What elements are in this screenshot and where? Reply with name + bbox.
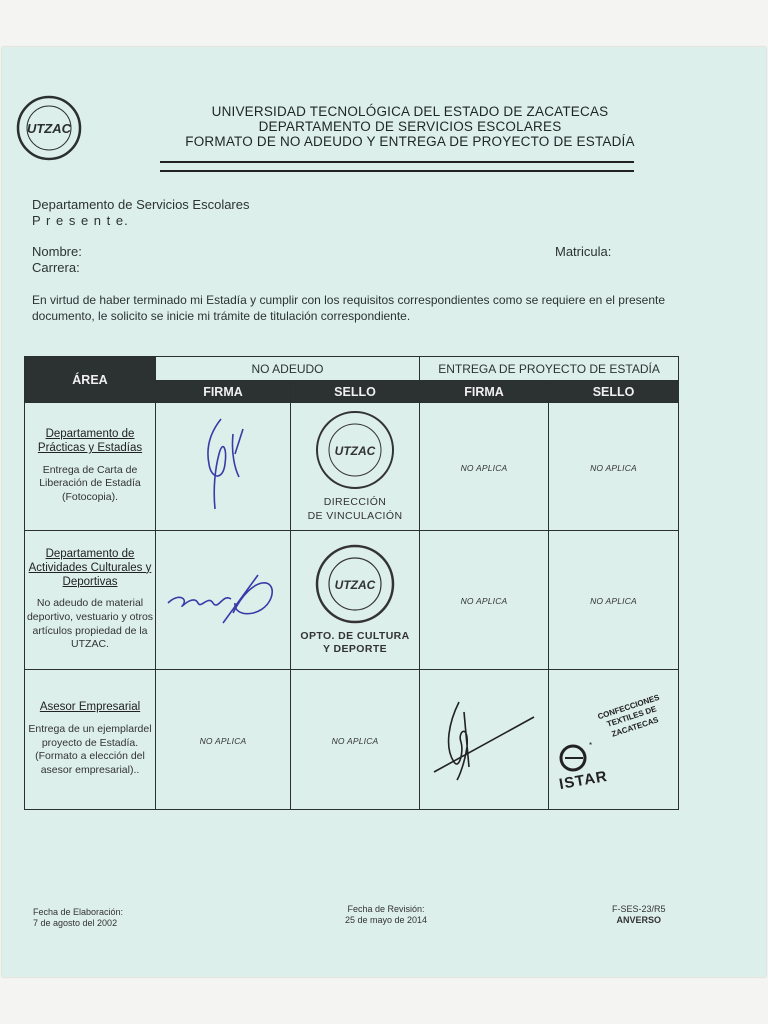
header-line-2: DEPARTAMENTO DE SERVICIOS ESCOLARES — [258, 119, 562, 134]
not-applicable-text: NO APLICA — [199, 735, 247, 746]
not-applicable-text: NO APLICA — [460, 596, 508, 606]
elaboration-label: Fecha de Elaboración: — [33, 907, 124, 917]
not-applicable-text: NO APLICA — [590, 596, 637, 606]
firma-header-1: FIRMA — [156, 381, 291, 403]
signature-cell — [156, 403, 291, 531]
area-title: Departamento de Actividades Culturales y Deportivas — [28, 548, 152, 588]
signature-cell — [156, 531, 291, 670]
stamp-label-line-2: DE VINCULACIÓN — [307, 509, 403, 522]
footer-elaboration — [33, 907, 123, 930]
signature-mark — [183, 409, 263, 519]
area-description: Entrega de un ejemplardel proyecto de Estadía. (Formato a elección del asesor empresarial).. — [28, 723, 152, 777]
area-title: Asesor Empresarial — [39, 701, 141, 714]
area-cell — [25, 670, 156, 810]
area-cell — [25, 531, 156, 670]
seal-logo-text: UTZAC — [334, 444, 376, 459]
stamp-label — [308, 496, 403, 522]
table-row — [25, 403, 679, 531]
header-rule-bottom — [160, 170, 634, 172]
signature-cell — [420, 670, 549, 810]
matricula-label: Matricula: — [555, 244, 612, 259]
stamp-label-line-1: DIRECCIÓN — [323, 496, 387, 509]
not-applicable-cell — [156, 670, 291, 810]
addressee-line-2: P r e s e n t e. — [32, 213, 129, 228]
istar-brand-text: ISTAR — [557, 767, 610, 793]
sello-header-2: SELLO — [549, 381, 679, 403]
firma-header-2: FIRMA — [420, 381, 549, 403]
university-seal — [310, 544, 400, 624]
area-header: ÁREA — [25, 357, 156, 403]
nombre-label: Nombre: — [32, 244, 82, 259]
not-applicable-cell — [291, 670, 420, 810]
revision-date: 25 de mayo de 2014 — [345, 915, 428, 926]
body-paragraph: En virtud de haber terminado mi Estadía y cumplir con los requisitos correspondientes como se requiere en el presente documento, le solicito se inicie mi trámite de titulación correspondiente. — [32, 293, 665, 323]
utzac-logo — [16, 95, 82, 161]
page-side: ANVERSO — [616, 915, 662, 926]
carrera-label: Carrera: — [32, 260, 80, 275]
no-adeudo-header: NO ADEUDO — [156, 357, 420, 381]
not-applicable-text: NO APLICA — [331, 735, 379, 746]
area-title: Departamento de Prácticas y Estadías — [37, 428, 143, 455]
table-row — [25, 531, 679, 670]
logo-text: UTZAC — [26, 121, 72, 136]
area-description: No adeudo de material deportivo, vestuario y otros artículos propiedad de la UTZAC. — [26, 597, 154, 651]
area-description: Entrega de Carta de Liberación de Estadía (Fotocopia). — [39, 463, 141, 504]
not-applicable-cell — [420, 531, 549, 670]
stamp-cell — [291, 531, 420, 670]
seal-logo-text: UTZAC — [334, 577, 376, 592]
not-applicable-cell — [549, 531, 679, 670]
stamp-label-line-2: Y DEPORTE — [322, 643, 388, 655]
header-rule-top — [160, 161, 634, 163]
stamp-label-line-1: OPTO. DE CULTURA — [300, 629, 410, 642]
stamp-cell — [291, 403, 420, 531]
stamp-label — [300, 630, 409, 656]
not-applicable-cell — [549, 403, 679, 531]
area-cell — [25, 403, 156, 531]
not-applicable-text: NO APLICA — [590, 462, 637, 473]
not-applicable-cell — [420, 403, 549, 531]
footer-code — [612, 904, 666, 927]
signature-mark — [429, 692, 539, 782]
company-stamp-text: CONFECCIONES TEXTILES DE ZACATECAS — [596, 692, 661, 739]
not-applicable-text: NO APLICA — [460, 462, 508, 473]
signature-mark — [163, 563, 283, 633]
revision-label: Fecha de Revisión: — [347, 904, 425, 914]
header-line-3: FORMATO DE NO ADEUDO Y ENTREGA DE PROYECTO DE ESTADÍA — [185, 134, 635, 149]
svg-text:*: * — [589, 740, 593, 750]
company-stamp-cell — [549, 670, 679, 810]
entrega-header: ENTREGA DE PROYECTO DE ESTADÍA — [420, 357, 679, 381]
sello-header-1: SELLO — [291, 381, 420, 403]
header-line-1: UNIVERSIDAD TECNOLÓGICA DEL ESTADO DE ZACATECAS — [211, 104, 609, 119]
university-seal — [310, 410, 400, 490]
addressee-line-1: Departamento de Servicios Escolares — [32, 197, 250, 212]
table-row — [25, 670, 679, 810]
elaboration-date: 7 de agosto del 2002 — [33, 918, 118, 929]
clearance-table — [24, 356, 679, 810]
form-code: F-SES-23/R5 — [612, 904, 666, 914]
footer-revision — [345, 904, 427, 927]
